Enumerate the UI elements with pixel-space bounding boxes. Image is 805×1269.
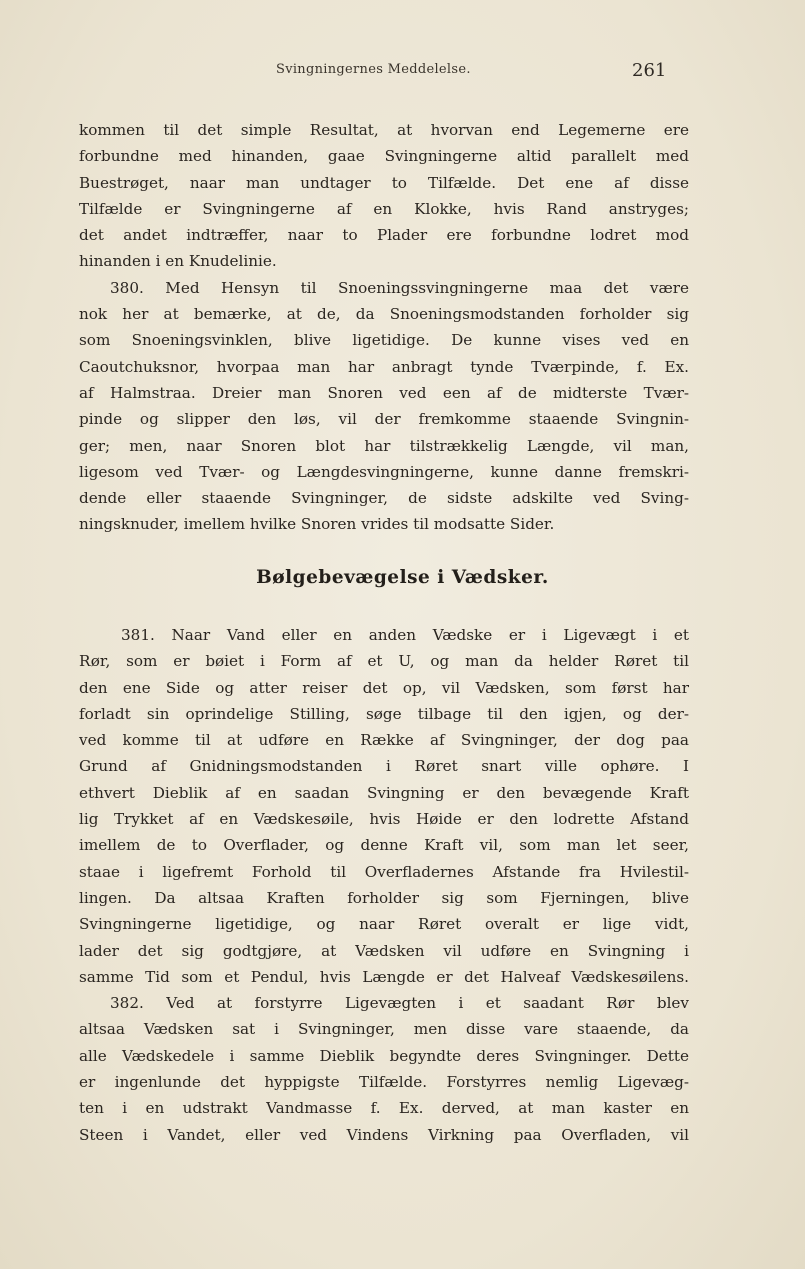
section-heading: Bølgebevægelse i Vædsker. — [256, 567, 549, 588]
text-block-lower — [79, 622, 689, 1148]
text-line: imellem de to Overflader, og denne Kraft vil, som man let seer, — [79, 836, 689, 855]
text-line: pinde og slipper den løs, vil der fremkomme staaende Svingnin- — [79, 410, 689, 429]
text-line: staae i ligefremt Forhold til Overfladernes Afstande fra Hvilestil- — [79, 862, 689, 881]
text-line: er ingenlunde det hyppigste Tilfælde. Forstyrres nemlig Ligevæg- — [79, 1073, 689, 1092]
text-line: altsaa Vædsken sat i Svingninger, men disse vare staaende, da — [79, 1020, 689, 1039]
text-line: Grund af Gnidningsmodstanden i Røret snart ville ophøre. I — [79, 757, 689, 776]
text-line: ligesom ved Tvær- og Længdesvingningerne, kunne danne fremskri- — [79, 462, 689, 481]
text-line: lader det sig godtgjøre, at Vædsken vil udføre en Svingning i — [79, 941, 689, 960]
paragraph-381-start: 381. Naar Vand eller en anden Vædske er i Ligevægt i et — [121, 626, 689, 644]
text-line: Steen i Vandet, eller ved Vindens Virkning paa Overfladen, vil — [79, 1125, 689, 1144]
text-line: ten i en udstrakt Vandmasse f. Ex. derved, at man kaster en — [79, 1099, 689, 1118]
text-line: Caoutchuksnor, hvorpaa man har anbragt tynde Tværpinde, f. Ex. — [79, 357, 689, 376]
text-line: den ene Side og atter reiser det op, vil Vædsken, som først har — [79, 678, 689, 697]
text-line: af Halmstraa. Dreier man Snoren ved een af de midterste Tvær- — [79, 383, 689, 402]
text-line: nok her at bemærke, at de, da Snoeningsmodstanden forholder sig — [79, 305, 689, 324]
text-line: Buestrøget, naar man undtager to Tilfælde. Det ene af disse — [79, 173, 689, 192]
page-number: 261 — [632, 60, 667, 81]
text-line: alle Vædskedele i samme Dieblik begyndte deres Svingninger. Dette — [79, 1046, 689, 1065]
text-line: Rør, som er bøiet i Form af et U, og man da helder Røret til — [79, 652, 689, 671]
running-head: Svingningernes Meddelelse. — [276, 62, 471, 77]
text-block-upper — [79, 117, 689, 538]
text-line: ethvert Dieblik af en saadan Svingning er den bevægende Kraft — [79, 783, 689, 802]
text-line: forbundne med hinanden, gaae Svingningerne altid parallelt med — [79, 147, 689, 166]
text-line: ger; men, naar Snoren blot har tilstrækkelig Længde, vil man, — [79, 436, 689, 455]
text-line: samme Tid som et Pendul, hvis Længde er det Halveaf Vædskesøilens. — [79, 967, 689, 986]
text-line: lig Trykket af en Vædskesøile, hvis Høide er den lodrette Afstand — [79, 810, 689, 829]
text-line: hinanden i en Knudelinie. — [79, 252, 277, 271]
text-line: forladt sin oprindelige Stilling, søge tilbage til den igjen, og der- — [79, 704, 689, 723]
text-line: Svingningerne ligetidige, og naar Røret overalt er lige vidt, — [79, 915, 689, 934]
paragraph-382-start: 382. Ved at forstyrre Ligevægten i et saadant Rør blev — [110, 994, 689, 1013]
text-line: Tilfælde er Svingningerne af en Klokke, hvis Rand anstryges; — [79, 199, 689, 218]
text-line: det andet indtræffer, naar to Plader ere forbundne lodret mod — [79, 226, 689, 245]
paragraph-380-start: 380. Med Hensyn til Snoeningssvingningerne maa det være — [110, 278, 689, 297]
text-line: kommen til det simple Resultat, at hvorvan end Legemerne ere — [79, 121, 689, 139]
text-line: dende eller staaende Svingninger, de sidste adskilte ved Sving- — [79, 489, 689, 508]
text-line: som Snoeningsvinklen, blive ligetidige. De kunne vises ved en — [79, 331, 689, 350]
text-line: ningsknuder, imellem hvilke Snoren vrides til modsatte Sider. — [79, 515, 555, 534]
text-line: ved komme til at udføre en Række af Svingninger, der dog paa — [79, 731, 689, 750]
text-line: lingen. Da altsaa Kraften forholder sig som Fjerningen, blive — [79, 888, 689, 907]
